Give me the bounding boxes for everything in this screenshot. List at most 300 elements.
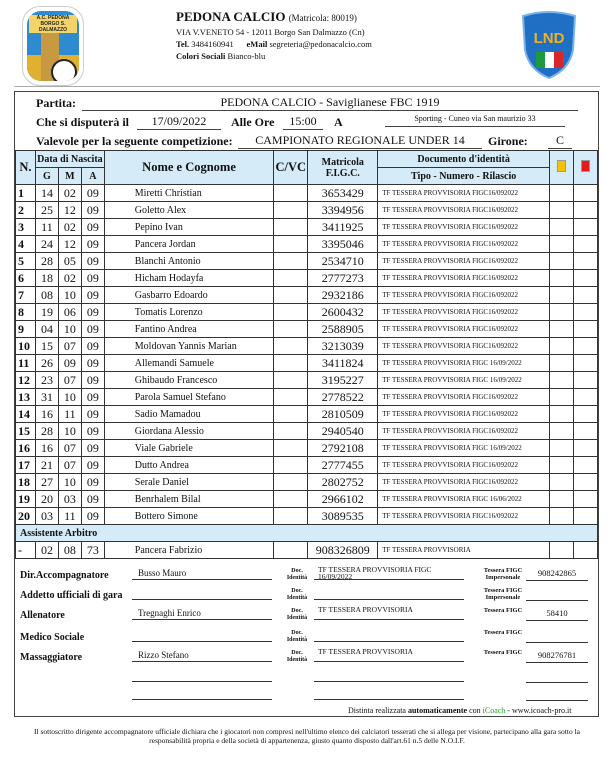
row-number: 7: [16, 287, 36, 304]
player-name: Gasbarro Edoardo: [104, 287, 274, 304]
red-card-cell[interactable]: [574, 457, 598, 474]
tessera-field: [526, 588, 588, 601]
captain-cell: [274, 457, 308, 474]
table-row: [16, 474, 598, 491]
document-value: TF TESSERA PROVVISORIA FIGC16/092022: [378, 236, 550, 253]
staff-name-field: Tregnaghi Enrico: [132, 608, 272, 620]
captain-cell: [274, 202, 308, 219]
birth-month: 08: [58, 542, 81, 559]
partita-field: PEDONA CALCIO - Saviglianese FBC 1919: [82, 95, 578, 111]
row-number: 6: [16, 270, 36, 287]
captain-cell: [274, 423, 308, 440]
matricola-value: 3411925: [308, 219, 378, 236]
table-row: [16, 338, 598, 355]
staff-doc-field: TF TESSERA PROVVISORIA FIGC 16/09/2022: [314, 566, 464, 580]
captain-cell: [274, 406, 308, 423]
birth-month: 02: [58, 219, 81, 236]
table-row: [16, 355, 598, 372]
assistant-section-row: [16, 525, 598, 542]
birth-day: 14: [35, 185, 58, 202]
player-name: Viale Gabriele: [104, 440, 274, 457]
club-colors: Colori Sociali Bianco-blu: [176, 51, 266, 61]
captain-cell: [274, 236, 308, 253]
table-row: [16, 389, 598, 406]
row-number: 13: [16, 389, 36, 406]
yellow-card-cell[interactable]: [550, 508, 574, 525]
birth-month: 12: [58, 236, 81, 253]
captain-cell: [274, 185, 308, 202]
yellow-card-cell[interactable]: [550, 338, 574, 355]
birth-year: 09: [81, 389, 104, 406]
birth-year: 09: [81, 236, 104, 253]
red-card-cell[interactable]: [574, 270, 598, 287]
player-name: Benrhalem Bilal: [104, 491, 274, 508]
birth-day: 31: [35, 389, 58, 406]
row-number: 3: [16, 219, 36, 236]
yellow-card-cell[interactable]: [550, 253, 574, 270]
club-matricola: (Matricola: 80019): [288, 13, 357, 23]
birth-day: 03: [35, 508, 58, 525]
club-name: PEDONA CALCIO (Matricola: 80019): [176, 9, 357, 24]
red-card-cell[interactable]: [574, 304, 598, 321]
row-number: 17: [16, 457, 36, 474]
date-field: 17/09/2022: [137, 114, 221, 130]
doc-identity-label: Doc. Identità: [286, 608, 308, 621]
birth-month: 02: [58, 270, 81, 287]
club-address: VIA V.VENETO 54 - 12011 Borgo San Dalmazzo (Cn): [176, 27, 365, 37]
girone-label: Girone:: [488, 134, 528, 148]
birth-year: 09: [81, 202, 104, 219]
yellow-card-cell[interactable]: [550, 542, 574, 559]
red-card-cell[interactable]: [574, 440, 598, 457]
matricola-value: 3653429: [308, 185, 378, 202]
col-m: M: [58, 168, 81, 185]
staff-name-field: [132, 588, 272, 600]
header-divider: [14, 86, 600, 87]
matricola-value: 3195227: [308, 372, 378, 389]
tessera-label: Tessera FIGC: [483, 607, 523, 614]
player-name: Miretti Christian: [104, 185, 274, 202]
captain-cell: [274, 440, 308, 457]
club-contacts: Tel. 3484160941 eMail segreteria@pedonacalcio.com: [176, 39, 372, 49]
girone-field: C: [548, 133, 572, 149]
captain-cell: [274, 304, 308, 321]
table-row: [16, 321, 598, 338]
row-number: 14: [16, 406, 36, 423]
col-a: A: [81, 168, 104, 185]
yellow-card-cell[interactable]: [550, 474, 574, 491]
birth-day: 27: [35, 474, 58, 491]
birth-day: 18: [35, 270, 58, 287]
table-row: [16, 253, 598, 270]
table-row: [16, 304, 598, 321]
birth-year: 09: [81, 185, 104, 202]
matricola-value: 2600432: [308, 304, 378, 321]
tessera-label: Tessera FIGC Impersonale: [483, 587, 523, 601]
birth-month: 07: [58, 440, 81, 457]
partita-label: Partita:: [36, 96, 76, 110]
yellow-card-cell[interactable]: [550, 491, 574, 508]
captain-cell: [274, 542, 308, 559]
red-card-cell[interactable]: [574, 508, 598, 525]
blank-line: [526, 670, 588, 683]
document-value: TF TESSERA PROVVISORIA FIGC16/092022: [378, 423, 550, 440]
captain-cell: [274, 389, 308, 406]
lnd-logo-icon: [519, 10, 579, 80]
captain-cell: [274, 338, 308, 355]
birth-year: 09: [81, 508, 104, 525]
red-card-cell[interactable]: [574, 287, 598, 304]
yellow-card-cell[interactable]: [550, 440, 574, 457]
birth-year: 09: [81, 491, 104, 508]
birth-day: 04: [35, 321, 58, 338]
document-value: TF TESSERA PROVVISORIA FIGC 16/09/2022: [378, 372, 550, 389]
matricola-value: 2778522: [308, 389, 378, 406]
matricola-value: 2792108: [308, 440, 378, 457]
row-number: 18: [16, 474, 36, 491]
table-row: [16, 457, 598, 474]
club-logo-text: A.C. PEDONA BORGO S. DALMAZZO: [29, 15, 77, 33]
table-row: [16, 406, 598, 423]
matricola-value: 2940540: [308, 423, 378, 440]
matricola-value: 3213039: [308, 338, 378, 355]
matricola-value: 2966102: [308, 491, 378, 508]
yellow-card-cell[interactable]: [550, 270, 574, 287]
birth-year: 09: [81, 270, 104, 287]
red-card-cell[interactable]: [574, 389, 598, 406]
red-card-cell[interactable]: [574, 423, 598, 440]
birth-month: 02: [58, 185, 81, 202]
player-name: Pancera Fabrizio: [104, 542, 274, 559]
birth-year: 09: [81, 253, 104, 270]
col-cvc: C/VC: [274, 151, 308, 185]
row-number: 16: [16, 440, 36, 457]
birth-day: 21: [35, 457, 58, 474]
yellow-card-cell[interactable]: [550, 423, 574, 440]
table-row: [16, 372, 598, 389]
player-name: Goletto Alex: [104, 202, 274, 219]
document-value: TF TESSERA PROVVISORIA FIGC16/092022: [378, 389, 550, 406]
disclaimer-note: Il sottoscritto dirigente accompagnatore ufficiale dichiara che i giocatori non compresi nell'ultimo elenco dei calciatori tesserati che si allega per visione, partecipano alla gara sotto la responsabilità propria e della società di appartenenza, giusto quanto disposto dall'art.61 n.5 delle N.O.I.F.: [34, 727, 580, 745]
row-number: 10: [16, 338, 36, 355]
birth-day: 28: [35, 253, 58, 270]
club-logo: [22, 6, 84, 86]
row-number: -: [16, 542, 36, 559]
staff-role-label: Medico Sociale: [20, 632, 85, 643]
table-row: [16, 270, 598, 287]
birth-month: 10: [58, 287, 81, 304]
yellow-card-cell[interactable]: [550, 389, 574, 406]
player-name: Dutto Andrea: [104, 457, 274, 474]
tessera-label: Tessera FIGC: [483, 629, 523, 636]
red-card-cell[interactable]: [574, 219, 598, 236]
birth-month: 07: [58, 457, 81, 474]
yellow-card-cell[interactable]: [550, 355, 574, 372]
red-card-cell[interactable]: [574, 202, 598, 219]
player-name: Allemandi Samuele: [104, 355, 274, 372]
document-value: TF TESSERA PROVVISORIA: [378, 542, 550, 559]
yellow-card-cell[interactable]: [550, 236, 574, 253]
document-value: TF TESSERA PROVVISORIA FIGC16/092022: [378, 219, 550, 236]
row-number: 15: [16, 423, 36, 440]
row-number: 9: [16, 321, 36, 338]
red-card-cell[interactable]: [574, 338, 598, 355]
red-card-cell[interactable]: [574, 185, 598, 202]
birth-day: 26: [35, 355, 58, 372]
document-value: TF TESSERA PROVVISORIA FIGC16/092022: [378, 202, 550, 219]
yellow-card-cell[interactable]: [550, 321, 574, 338]
tessera-field: 908242865: [526, 568, 588, 581]
tessera-label: Tessera FIGC Impersonale: [483, 567, 523, 581]
captain-cell: [274, 253, 308, 270]
red-card-cell[interactable]: [574, 372, 598, 389]
staff-name-field: [132, 630, 272, 642]
row-number: 4: [16, 236, 36, 253]
yellow-card-cell[interactable]: [550, 372, 574, 389]
birth-month: 10: [58, 321, 81, 338]
player-name: Hicham Hodayfa: [104, 270, 274, 287]
birth-day: 19: [35, 304, 58, 321]
captain-cell: [274, 219, 308, 236]
player-name: Pancera Jordan: [104, 236, 274, 253]
yellow-card-icon: [557, 160, 566, 172]
staff-role-label: Addetto ufficiali di gara: [20, 590, 123, 601]
table-row: [16, 508, 598, 525]
birth-year: 73: [81, 542, 104, 559]
row-number: 12: [16, 372, 36, 389]
red-card-icon: [581, 160, 590, 172]
birth-day: 11: [35, 219, 58, 236]
birth-year: 09: [81, 219, 104, 236]
matricola-value: 2588905: [308, 321, 378, 338]
birth-year: 09: [81, 321, 104, 338]
birth-day: 23: [35, 372, 58, 389]
staff-role-label: Dir.Accompagnatore: [20, 570, 109, 581]
red-card-cell[interactable]: [574, 253, 598, 270]
row-number: 5: [16, 253, 36, 270]
player-name: Parola Samuel Stefano: [104, 389, 274, 406]
time-label: Alle Ore: [231, 115, 275, 129]
birth-day: 16: [35, 440, 58, 457]
col-yellow-card: [550, 151, 574, 185]
doc-identity-label: Doc. Identità: [286, 650, 308, 663]
matricola-value: 2777455: [308, 457, 378, 474]
birth-month: 11: [58, 406, 81, 423]
birth-month: 06: [58, 304, 81, 321]
doc-identity-label: Doc. Identità: [286, 568, 308, 581]
staff-doc-field: TF TESSERA PROVVISORIA: [314, 606, 464, 620]
blank-line: [132, 670, 272, 682]
staff-doc-field: [314, 586, 464, 600]
birth-year: 09: [81, 440, 104, 457]
birth-month: 07: [58, 372, 81, 389]
yellow-card-cell[interactable]: [550, 219, 574, 236]
player-name: Bottero Simone: [104, 508, 274, 525]
red-card-cell[interactable]: [574, 406, 598, 423]
row-number: 19: [16, 491, 36, 508]
birth-day: 08: [35, 287, 58, 304]
row-number: 2: [16, 202, 36, 219]
birth-month: 09: [58, 355, 81, 372]
player-name: Sadio Mamadou: [104, 406, 274, 423]
red-card-cell[interactable]: [574, 321, 598, 338]
document-value: TF TESSERA PROVVISORIA FIGC16/092022: [378, 287, 550, 304]
captain-cell: [274, 270, 308, 287]
blank-line: [314, 688, 464, 700]
svg-text:LND: LND: [533, 30, 565, 47]
credit-url: - www.icoach-pro.it: [507, 706, 572, 715]
birth-day: 15: [35, 338, 58, 355]
birth-day: 20: [35, 491, 58, 508]
staff-name-field: Busso Mauro: [132, 568, 272, 580]
captain-cell: [274, 321, 308, 338]
table-row: [16, 440, 598, 457]
captain-cell: [274, 508, 308, 525]
venue-field: Sporting - Cuneo via San maurizio 33: [385, 114, 565, 127]
staff-doc-field: [314, 628, 464, 642]
matricola-value: 2534710: [308, 253, 378, 270]
tessera-label: Tessera FIGC: [483, 649, 523, 656]
staff-name-field: Rizzo Stefano: [132, 650, 272, 662]
birth-day: 16: [35, 406, 58, 423]
captain-cell: [274, 355, 308, 372]
col-name: Nome e Cognome: [104, 151, 274, 185]
blank-line: [526, 688, 588, 701]
col-matricola: Matricola F.I.G.C.: [308, 151, 378, 185]
document-value: TF TESSERA PROVVISORIA FIGC16/092022: [378, 508, 550, 525]
table-row: [16, 202, 598, 219]
birth-day: 25: [35, 202, 58, 219]
row-number: 20: [16, 508, 36, 525]
row-number: 11: [16, 355, 36, 372]
captain-cell: [274, 372, 308, 389]
birth-year: 09: [81, 457, 104, 474]
matricola-value: 2802752: [308, 474, 378, 491]
competition-field: CAMPIONATO REGIONALE UNDER 14: [238, 133, 482, 149]
matricola-value: 908326809: [308, 542, 378, 559]
blank-line: [132, 688, 272, 700]
document-value: TF TESSERA PROVVISORIA FIGC 16/09/2022: [378, 440, 550, 457]
birth-month: 12: [58, 202, 81, 219]
col-n: N.: [16, 151, 36, 185]
document-value: TF TESSERA PROVVISORIA FIGC16/092022: [378, 457, 550, 474]
doc-identity-label: Doc. Identità: [286, 630, 308, 643]
birth-month: 05: [58, 253, 81, 270]
player-name: Fantino Andrea: [104, 321, 274, 338]
birth-month: 10: [58, 389, 81, 406]
matricola-value: 3394956: [308, 202, 378, 219]
matricola-value: 2777273: [308, 270, 378, 287]
blank-line: [314, 670, 464, 682]
birth-month: 03: [58, 491, 81, 508]
document-value: TF TESSERA PROVVISORIA FIGC16/092022: [378, 304, 550, 321]
matricola-value: 3089535: [308, 508, 378, 525]
col-g: G: [35, 168, 58, 185]
matricola-value: 2810509: [308, 406, 378, 423]
competition-label: Valevole per la seguente competizione:: [36, 134, 233, 148]
tessera-field: [526, 630, 588, 643]
document-value: TF TESSERA PROVVISORIA FIGC16/092022: [378, 185, 550, 202]
birth-year: 09: [81, 474, 104, 491]
document-value: TF TESSERA PROVVISORIA FIGC16/092022: [378, 406, 550, 423]
birth-year: 09: [81, 372, 104, 389]
captain-cell: [274, 491, 308, 508]
birth-month: 10: [58, 474, 81, 491]
player-name: Ghibaudo Francesco: [104, 372, 274, 389]
col-red-card: [574, 151, 598, 185]
row-number: 1: [16, 185, 36, 202]
birth-day: 24: [35, 236, 58, 253]
birth-day: 02: [35, 542, 58, 559]
players-table: [15, 150, 598, 559]
table-row: [16, 219, 598, 236]
birth-month: 10: [58, 423, 81, 440]
tessera-field: 908276781: [526, 650, 588, 663]
table-row: [16, 236, 598, 253]
player-name: Serale Daniel: [104, 474, 274, 491]
yellow-card-cell[interactable]: [550, 202, 574, 219]
col-birth: Data di Nascita: [35, 151, 104, 168]
row-number: 8: [16, 304, 36, 321]
col-doc: Documento d'identità: [378, 151, 550, 168]
tessera-field: 58410: [526, 608, 588, 621]
yellow-card-cell[interactable]: [550, 287, 574, 304]
yellow-card-cell[interactable]: [550, 457, 574, 474]
birth-year: 09: [81, 338, 104, 355]
birth-year: 09: [81, 304, 104, 321]
assistant-section-label: Assistente Arbitro: [16, 525, 598, 542]
credit-line: Distinta realizzata automaticamente con iCoach - www.icoach-pro.it: [348, 706, 572, 715]
birth-year: 09: [81, 423, 104, 440]
yellow-card-cell[interactable]: [550, 304, 574, 321]
player-name: Moldovan Yannis Marian: [104, 338, 274, 355]
yellow-card-cell[interactable]: [550, 406, 574, 423]
red-card-cell[interactable]: [574, 474, 598, 491]
birth-day: 28: [35, 423, 58, 440]
red-card-cell[interactable]: [574, 355, 598, 372]
table-row: [16, 491, 598, 508]
red-card-cell[interactable]: [574, 236, 598, 253]
table-row: [16, 185, 598, 202]
document-value: TF TESSERA PROVVISORIA FIGC16/092022: [378, 270, 550, 287]
birth-year: 09: [81, 355, 104, 372]
document-value: TF TESSERA PROVVISORIA FIGC 16/06/2022: [378, 491, 550, 508]
staff-role-label: Massaggiatore: [20, 652, 83, 663]
staff-doc-field: TF TESSERA PROVVISORIA: [314, 648, 464, 662]
assistant-row: [16, 542, 598, 559]
player-name: Tomatis Lorenzo: [104, 304, 274, 321]
birth-year: 09: [81, 287, 104, 304]
col-doc-sub: Tipo - Numero - Rilascio: [378, 168, 550, 185]
document-value: TF TESSERA PROVVISORIA FIGC16/092022: [378, 321, 550, 338]
yellow-card-cell[interactable]: [550, 185, 574, 202]
red-card-cell[interactable]: [574, 491, 598, 508]
birth-month: 07: [58, 338, 81, 355]
staff-role-label: Allenatore: [20, 610, 65, 621]
matricola-value: 2932186: [308, 287, 378, 304]
table-row: [16, 287, 598, 304]
matricola-value: 3411824: [308, 355, 378, 372]
document-value: TF TESSERA PROVVISORIA FIGC 16/09/2022: [378, 355, 550, 372]
birth-month: 11: [58, 508, 81, 525]
red-card-cell[interactable]: [574, 542, 598, 559]
time-field: 15:00: [283, 114, 323, 130]
date-label: Che si disputerà il: [36, 115, 130, 129]
document-value: TF TESSERA PROVVISORIA FIGC16/092022: [378, 474, 550, 491]
document-value: TF TESSERA PROVVISORIA FIGC16/092022: [378, 338, 550, 355]
player-name: Blanchi Antonio: [104, 253, 274, 270]
table-row: [16, 423, 598, 440]
